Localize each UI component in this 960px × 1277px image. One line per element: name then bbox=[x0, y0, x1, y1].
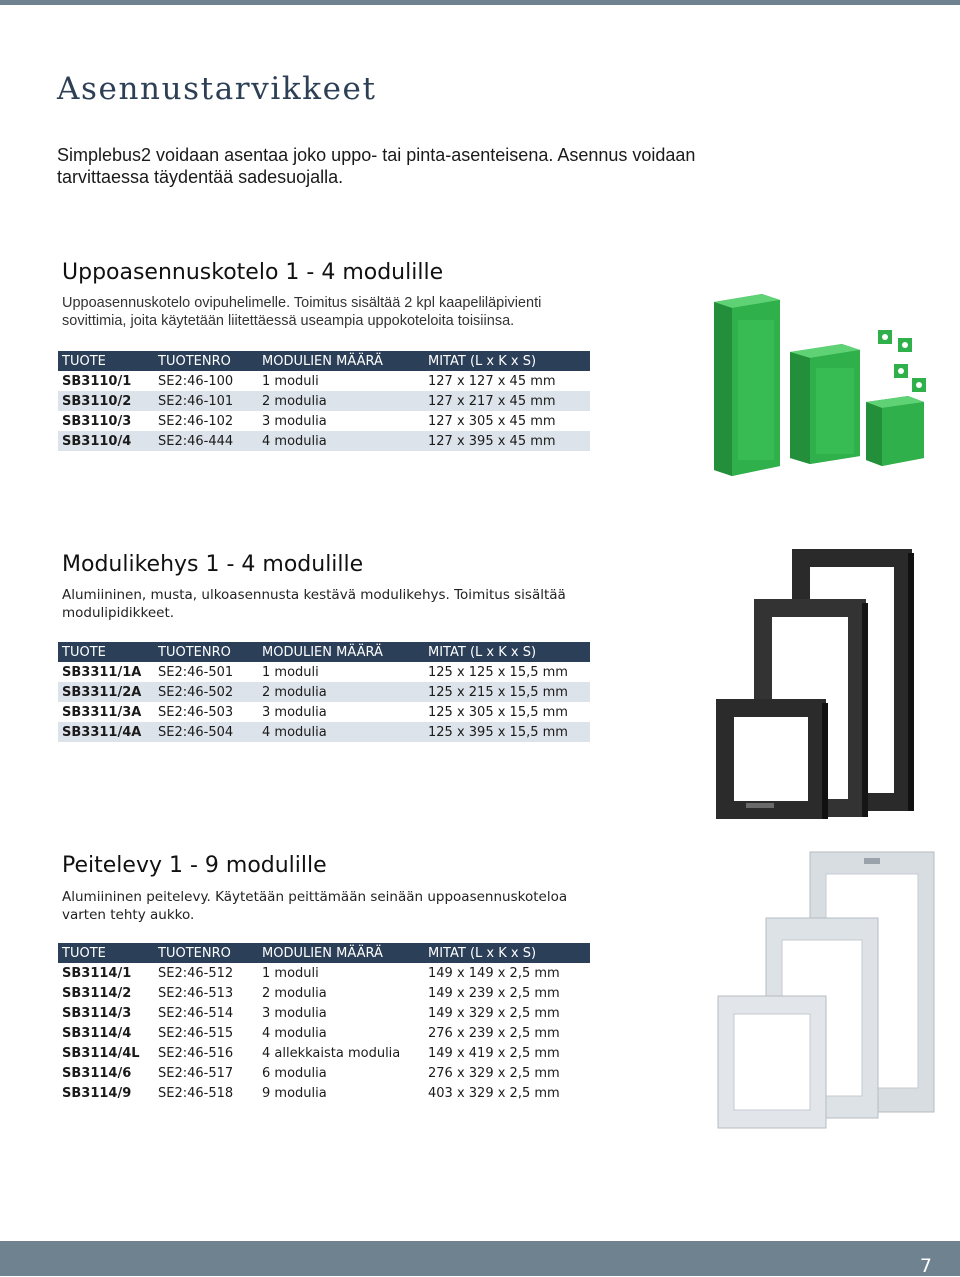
table-row bbox=[58, 682, 590, 702]
product-number: SE2:46-516 bbox=[154, 1043, 258, 1063]
table-row bbox=[58, 963, 590, 983]
module-count: 1 moduli bbox=[258, 963, 424, 983]
frame-logo bbox=[746, 803, 774, 808]
dimensions: 125 x 305 x 15,5 mm bbox=[424, 702, 590, 722]
product-code: SB3110/4 bbox=[58, 431, 154, 451]
page-title: Asennustarvikkeet bbox=[57, 71, 377, 107]
product-code: SB3311/3A bbox=[58, 702, 154, 722]
cable-adapters bbox=[878, 330, 926, 392]
product-code: SB3110/3 bbox=[58, 411, 154, 431]
header-dimensions: MITAT (L x K x S) bbox=[424, 642, 590, 662]
table-row bbox=[58, 1043, 590, 1063]
dimensions: 149 x 329 x 2,5 mm bbox=[424, 1003, 590, 1023]
product-code: SB3114/4L bbox=[58, 1043, 154, 1063]
product-number: SE2:46-518 bbox=[154, 1083, 258, 1103]
table-row bbox=[58, 702, 590, 722]
table-row bbox=[58, 662, 590, 682]
dimensions: 127 x 305 x 45 mm bbox=[424, 411, 590, 431]
module-count: 4 modulia bbox=[258, 431, 424, 451]
dimensions: 125 x 125 x 15,5 mm bbox=[424, 662, 590, 682]
product-code: SB3114/6 bbox=[58, 1063, 154, 1083]
header-product-number: TUOTENRO bbox=[154, 642, 258, 662]
bottom-accent-bar bbox=[0, 1241, 960, 1276]
header-dimensions: MITAT (L x K x S) bbox=[424, 943, 590, 963]
dimensions: 125 x 215 x 15,5 mm bbox=[424, 682, 590, 702]
module-count: 2 modulia bbox=[258, 983, 424, 1003]
table-row bbox=[58, 1023, 590, 1043]
section-title: Uppoasennuskotelo 1 - 4 modulille bbox=[62, 260, 444, 285]
header-module-count: MODULIEN MÄÄRÄ bbox=[258, 943, 424, 963]
table-header-row bbox=[58, 943, 590, 963]
product-table-cover-plate bbox=[58, 943, 590, 1103]
product-code: SB3114/4 bbox=[58, 1023, 154, 1043]
table-row bbox=[58, 1003, 590, 1023]
table-row bbox=[58, 391, 590, 411]
dimensions: 403 x 329 x 2,5 mm bbox=[424, 1083, 590, 1103]
product-table-flush-box bbox=[58, 351, 590, 451]
section-title: Modulikehys 1 - 4 modulille bbox=[62, 552, 364, 577]
module-frame-2 bbox=[716, 699, 828, 819]
flush-box-1-module bbox=[866, 396, 924, 466]
flush-box-4-module bbox=[714, 294, 780, 476]
table-row bbox=[58, 1083, 590, 1103]
section-title: Peitelevy 1 - 9 modulille bbox=[62, 853, 327, 878]
module-count: 6 modulia bbox=[258, 1063, 424, 1083]
product-code: SB3114/9 bbox=[58, 1083, 154, 1103]
product-number: SE2:46-501 bbox=[154, 662, 258, 682]
header-product: TUOTE bbox=[58, 642, 154, 662]
product-code: SB3110/2 bbox=[58, 391, 154, 411]
section-description: Alumiininen, musta, ulkoasennusta kestävä modulikehys. Toimitus sisältää modulipidikkeet. bbox=[62, 587, 566, 621]
table-header-row bbox=[58, 351, 590, 371]
table-row bbox=[58, 722, 590, 742]
section-cover-plate bbox=[62, 852, 602, 924]
product-code: SB3311/4A bbox=[58, 722, 154, 742]
table-row bbox=[58, 411, 590, 431]
module-count: 2 modulia bbox=[258, 682, 424, 702]
product-table-module-frame bbox=[58, 642, 590, 742]
cover-plate-small bbox=[718, 996, 826, 1128]
dimensions: 127 x 217 x 45 mm bbox=[424, 391, 590, 411]
product-code: SB3114/2 bbox=[58, 983, 154, 1003]
module-count: 1 moduli bbox=[258, 662, 424, 682]
product-number: SE2:46-444 bbox=[154, 431, 258, 451]
table-row bbox=[58, 371, 590, 391]
dimensions: 149 x 419 x 2,5 mm bbox=[424, 1043, 590, 1063]
header-product: TUOTE bbox=[58, 943, 154, 963]
header-module-count: MODULIEN MÄÄRÄ bbox=[258, 351, 424, 371]
module-count: 1 moduli bbox=[258, 371, 424, 391]
module-count: 4 allekkaista modulia bbox=[258, 1043, 424, 1063]
product-number: SE2:46-517 bbox=[154, 1063, 258, 1083]
page-number: 7 bbox=[919, 1255, 932, 1277]
section-description: Alumiininen peitelevy. Käytetään peittämään seinään uppoasennuskoteloa varten tehty aukko. bbox=[62, 889, 568, 923]
product-number: SE2:46-514 bbox=[154, 1003, 258, 1023]
product-code: SB3311/2A bbox=[58, 682, 154, 702]
header-product: TUOTE bbox=[58, 351, 154, 371]
module-count: 3 modulia bbox=[258, 411, 424, 431]
flush-box-photo bbox=[698, 290, 948, 490]
module-frame-photo bbox=[712, 545, 937, 825]
product-number: SE2:46-102 bbox=[154, 411, 258, 431]
product-code: SB3311/1A bbox=[58, 662, 154, 682]
product-number: SE2:46-101 bbox=[154, 391, 258, 411]
header-product-number: TUOTENRO bbox=[154, 351, 258, 371]
module-count: 4 modulia bbox=[258, 722, 424, 742]
table-row bbox=[58, 983, 590, 1003]
section-module-frame bbox=[62, 551, 602, 622]
product-number: SE2:46-515 bbox=[154, 1023, 258, 1043]
dimensions: 127 x 395 x 45 mm bbox=[424, 431, 590, 451]
module-count: 9 modulia bbox=[258, 1083, 424, 1103]
product-number: SE2:46-100 bbox=[154, 371, 258, 391]
intro-paragraph: Simplebus2 voidaan asentaa joko uppo- tai pinta-asenteisena. Asennus voidaan tarvittaessa täydentää sadesuojalla. bbox=[57, 145, 696, 187]
product-number: SE2:46-504 bbox=[154, 722, 258, 742]
product-number: SE2:46-502 bbox=[154, 682, 258, 702]
header-module-count: MODULIEN MÄÄRÄ bbox=[258, 642, 424, 662]
module-count: 4 modulia bbox=[258, 1023, 424, 1043]
module-count: 3 modulia bbox=[258, 1003, 424, 1023]
header-dimensions: MITAT (L x K x S) bbox=[424, 351, 590, 371]
top-accent-bar bbox=[0, 0, 960, 5]
product-code: SB3114/1 bbox=[58, 963, 154, 983]
product-code: SB3114/3 bbox=[58, 1003, 154, 1023]
header-product-number: TUOTENRO bbox=[154, 943, 258, 963]
product-number: SE2:46-513 bbox=[154, 983, 258, 1003]
table-row bbox=[58, 1063, 590, 1083]
product-number: SE2:46-512 bbox=[154, 963, 258, 983]
cover-plate-photo bbox=[714, 848, 944, 1138]
table-header-row bbox=[58, 642, 590, 662]
dimensions: 149 x 239 x 2,5 mm bbox=[424, 983, 590, 1003]
dimensions: 276 x 329 x 2,5 mm bbox=[424, 1063, 590, 1083]
dimensions: 276 x 239 x 2,5 mm bbox=[424, 1023, 590, 1043]
module-count: 2 modulia bbox=[258, 391, 424, 411]
section-description: Uppoasennuskotelo ovipuhelimelle. Toimitus sisältää 2 kpl kaapeliläpivienti sovittimia, joita käytetään liitettäessä useampia uppokoteloita toisiinsa. bbox=[62, 295, 542, 329]
product-code: SB3110/1 bbox=[58, 371, 154, 391]
flush-box-2-module bbox=[790, 344, 860, 464]
dimensions: 127 x 127 x 45 mm bbox=[424, 371, 590, 391]
table-row bbox=[58, 431, 590, 451]
module-count: 3 modulia bbox=[258, 702, 424, 722]
section-flush-box bbox=[62, 259, 602, 330]
product-number: SE2:46-503 bbox=[154, 702, 258, 722]
dimensions: 125 x 395 x 15,5 mm bbox=[424, 722, 590, 742]
dimensions: 149 x 149 x 2,5 mm bbox=[424, 963, 590, 983]
